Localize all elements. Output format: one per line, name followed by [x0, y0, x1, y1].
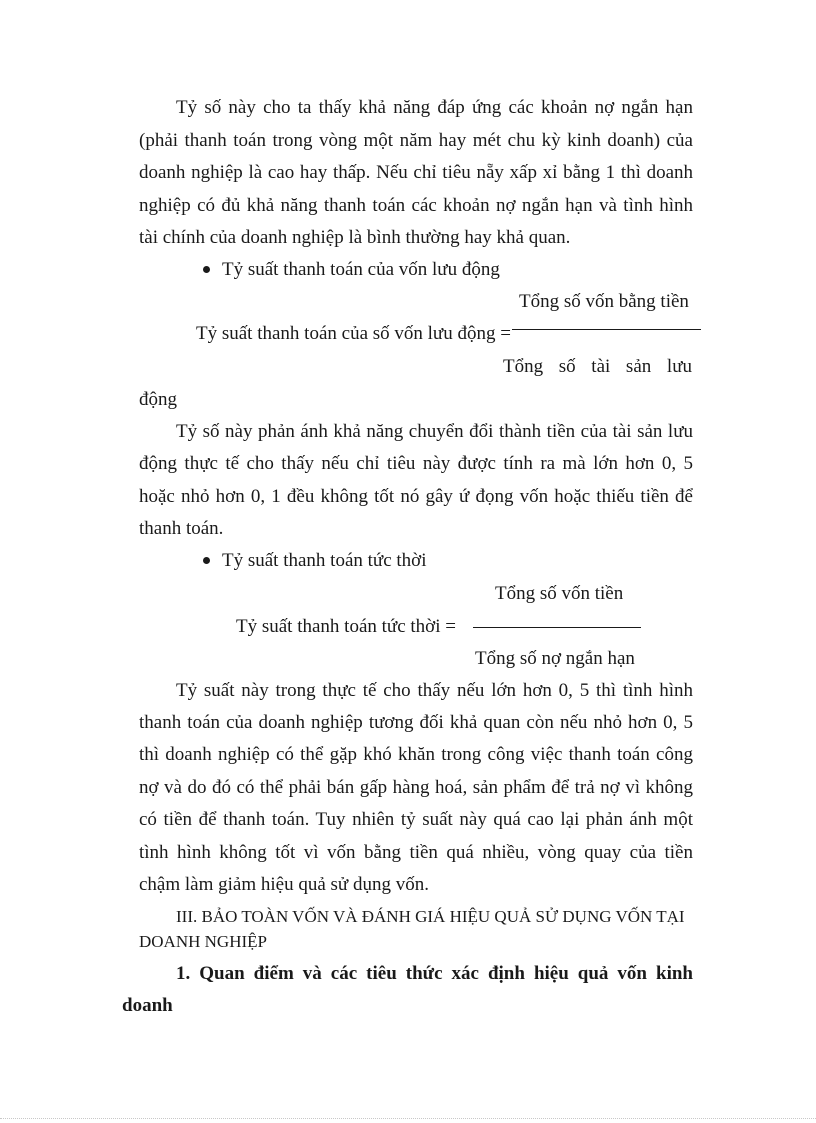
formula-1-wrap: động [139, 389, 177, 410]
paragraph-1-line-5: tài chính của doanh nghiệp là bình thường hay khả quan. [139, 227, 571, 248]
formula-1-fraction-bar [512, 329, 701, 330]
formula-1-numerator: Tổng số vốn bằng tiền [519, 291, 689, 312]
paragraph-2-line-3: hoặc nhỏ hơn 0, 1 đều không tốt nó gây ứ đọng vốn hoặc thiếu tiền để [139, 486, 693, 507]
paragraph-1-line-4: nghiệp có đủ khả năng thanh toán các khoản nợ ngắn hạn và tình hình [139, 195, 693, 216]
paragraph-3-line-1: Tỷ suất này trong thực tế cho thấy nếu lớn hơn 0, 5 thì tình hình [176, 680, 693, 701]
section-heading-line-1: III. BẢO TOÀN VỐN VÀ ĐÁNH GIÁ HIỆU QUẢ SỬ DỤNG VỐN TẠI [176, 907, 685, 926]
bullet-dot-icon [203, 266, 210, 273]
paragraph-3-line-2: thanh toán của doanh nghiệp tương đối khả quan còn nếu nhỏ hơn 0, 5 [139, 712, 693, 733]
paragraph-3-line-4: nợ và do đó có thể phải bán gấp hàng hoá, sản phẩm để trả nợ vì không [139, 777, 693, 798]
paragraph-3-line-6: tình hình không tốt vì vốn bằng tiền quá nhiều, vòng quay của tiền [139, 842, 693, 863]
paragraph-3-line-3: thì doanh nghiệp có thể gặp khó khăn trong công việc thanh toán công [139, 744, 693, 765]
subheading-line-1: 1. Quan điểm và các tiêu thức xác định hiệu quả vốn kinh [176, 963, 693, 984]
subheading-line-2: doanh [122, 995, 173, 1016]
paragraph-3-line-5: có tiền để thanh toán. Tuy nhiên tỷ suất này quá cao lại phản ánh một [139, 809, 693, 830]
paragraph-2-line-2: động thực tế cho thấy nếu chỉ tiêu này được tính ra mà lớn hơn 0, 5 [139, 453, 693, 474]
paragraph-1-line-3: doanh nghiệp là cao hay thấp. Nếu chỉ tiêu nẵy xấp xỉ bằng 1 thì doanh [139, 162, 693, 183]
formula-2-numerator: Tổng số vốn tiền [495, 583, 624, 604]
formula-2-label: Tỷ suất thanh toán tức thời = [236, 616, 456, 637]
section-heading-line-2: DOANH NGHIỆP [139, 932, 267, 951]
page-footer-divider [0, 1118, 816, 1119]
formula-1-label: Tỷ suất thanh toán của số vốn lưu động = [196, 323, 511, 344]
paragraph-2-line-1: Tỷ số này phản ánh khả năng chuyển đổi thành tiền của tài sản lưu [176, 421, 693, 442]
bullet-1-text: Tỷ suất thanh toán của vốn lưu động [222, 259, 500, 280]
bullet-2-text: Tỷ suất thanh toán tức thời [222, 550, 427, 571]
paragraph-1-line-2: (phải thanh toán trong vòng một năm hay mét chu kỳ kinh doanh) của [139, 130, 693, 151]
bullet-dot-icon [203, 557, 210, 564]
formula-1-denominator: Tổng số tài sản lưu [503, 356, 692, 377]
formula-2-fraction-bar [473, 627, 641, 628]
paragraph-2-line-4: thanh toán. [139, 518, 224, 539]
formula-2-denominator: Tổng số nợ ngắn hạn [475, 648, 635, 669]
paragraph-3-line-7: chậm làm giảm hiệu quả sử dụng vốn. [139, 874, 429, 895]
paragraph-1-line-1: Tỷ số này cho ta thấy khả năng đáp ứng các khoản nợ ngắn hạn [176, 97, 693, 118]
